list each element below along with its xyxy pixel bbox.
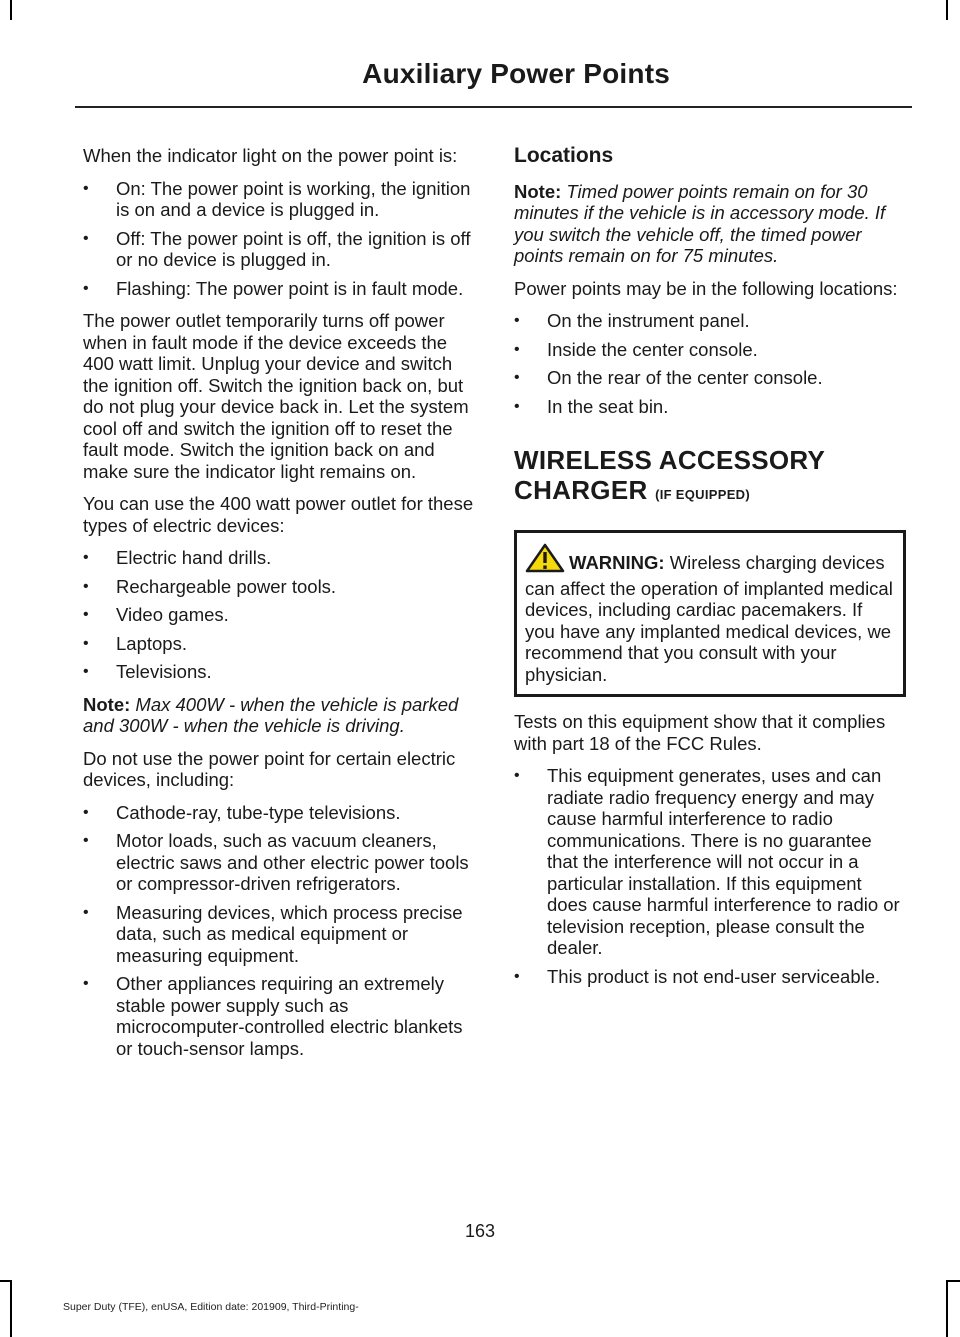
device-types-list [83,547,475,683]
list-item: • Laptops. [83,633,475,655]
list-item: • Other appliances requiring an extremely stable power supply such as microcomputer-controlled electric blankets or touch-sensor lamps. [83,973,475,1059]
wireless-heading-line2: CHARGER [514,475,648,505]
list-item: • Off: The power point is off, the ignition is off or no device is plugged in. [83,228,475,271]
indicator-list [83,178,475,300]
locations-intro: Power points may be in the following locations: [514,277,898,299]
edition-footer: Super Duty (TFE), enUSA, Edition date: 201909, Third-Printing- [63,1301,359,1313]
list-item: • Electric hand drills. [83,547,475,569]
indicator-intro: When the indicator light on the power point is: [83,145,458,166]
fcc-list [514,765,906,987]
wireless-heading-line1: WIRELESS ACCESSORY [514,445,826,475]
locations-list [514,310,906,417]
warning-triangle-icon [525,543,565,578]
page-number: 163 [464,1221,496,1241]
note-label: Note: [83,693,131,715]
list-item: • Motor loads, such as vacuum cleaners, electric saws and other electric power tools or compressor-driven refrigerators. [83,830,475,895]
list-item: • Televisions. [83,661,475,683]
avoid-devices-list [83,802,475,1060]
list-item: • This equipment generates, uses and can radiate radio frequency energy and may cause harmful interference to radio communications. There is no guarantee that the interference will not occur in a particular installation. If this equipment does cause harmful interference to radio or television reception, please consult the dealer. [514,765,906,959]
device-types-intro: You can use the 400 watt power outlet for these types of electric devices: [83,493,474,536]
list-item: • This product is not end-user serviceable. [514,966,906,988]
list-item: • On the rear of the center console. [514,367,906,389]
left-column [83,145,475,1070]
list-item: • On: The power point is working, the ignition is on and a device is plugged in. [83,178,475,221]
list-item: • Inside the center console. [514,339,906,361]
list-item: • Cathode-ray, tube-type televisions. [83,802,475,824]
list-item: • Measuring devices, which process precise data, such as medical equipment or measuring equipment. [83,902,475,967]
list-item: • On the instrument panel. [514,310,906,332]
list-item: • Video games. [83,604,475,626]
crop-mark-top-right [946,0,948,20]
note-label: Note: [514,180,562,202]
crop-mark-bottom-left-h [0,1280,12,1282]
wireless-charger-heading [514,445,906,510]
list-item: • Flashing: The power point is in fault mode. [83,278,475,300]
list-item: • In the seat bin. [514,396,906,418]
if-equipped-label: (IF EQUIPPED) [655,487,750,502]
page-title: Auxiliary Power Points [362,58,670,89]
wattage-note [83,694,475,737]
crop-mark-bottom-right-h [946,1280,960,1282]
timed-power-note [514,181,906,267]
locations-heading: Locations [514,144,614,167]
avoid-devices-intro: Do not use the power point for certain electric devices, including: [83,747,456,790]
fcc-compliance-paragraph: Tests on this equipment show that it complies with part 18 of the FCC Rules. [514,711,886,754]
warning-box [514,530,906,697]
crop-mark-bottom-right-v [946,1280,948,1337]
warning-label: WARNING: [569,552,665,573]
right-column [514,145,906,998]
warning-text: Wireless charging devices can affect the operation of implanted medical devices, including cardiac pacemakers. If you have any implanted medical devices, we recommend that you consult with your physician. [525,552,893,685]
list-item: • Rechargeable power tools. [83,576,475,598]
header-divider [75,106,912,108]
note-text: Timed power points remain on for 30 minutes if the vehicle is in accessory mode. If you switch the vehicle off, the timed power points remain on for 75 minutes. [514,180,886,266]
crop-mark-bottom-left-v [10,1280,12,1337]
crop-mark-top-left [10,0,12,20]
fault-mode-paragraph: The power outlet temporarily turns off power when in fault mode if the device exceeds the 400 watt limit. Unplug your device and switch the ignition off. Switch the ignition back on, but do not plug your device back in. Let the system cool off and switch the ignition off to reset the fault mode. Switch the ignition back on and make sure the indicator light remains on. [83,310,469,482]
note-text: Max 400W - when the vehicle is parked and 300W - when the vehicle is driving. [83,693,459,736]
